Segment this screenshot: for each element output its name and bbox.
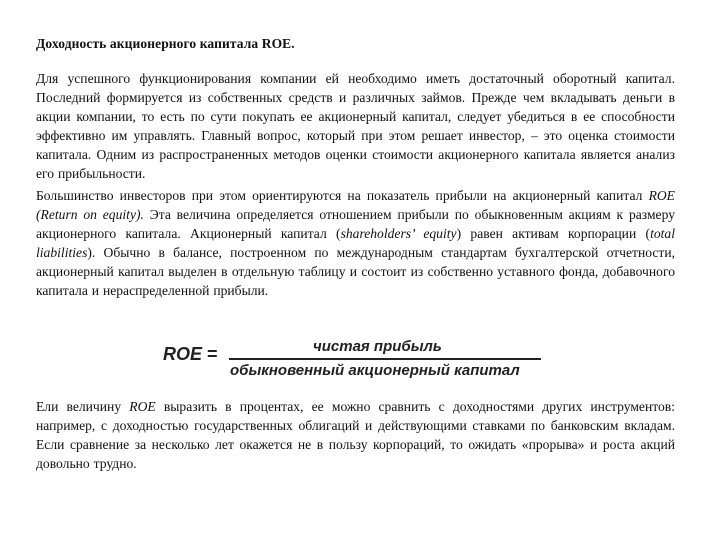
paragraph-intro: Для успешного функционирования компании ей необходимо иметь достаточный оборотный капитал. Последний формируется из собственных средств и различных займов. Прежде чем вкладывать деньги в акции компании, то есть по сути покупать ее акционерный капитал, следует убедиться в ее способности эффективно им управлять. Главный вопрос, который при этом решает инвестор, – это оценка стоимости капитала. Одним из распространенных методов оценки стоимости акционерного капитала является анализ его прибыльности. [36,71,675,182]
text-segment: ) равен активам корпорации ( [456,226,651,242]
term-roe-return-on-equity: ROE (Return on equity). [36,188,675,223]
term-total-liabilities: total liabilities [36,226,675,261]
paragraph-roe-definition [36,186,675,301]
text-segment: Большинство инвесторов при этом ориентируются на показатель прибыли на акционерный капитал [36,188,649,203]
fraction-bar [229,358,541,360]
formula-denominator: обыкновенный акционерный капитал [230,362,520,379]
roe-formula [163,338,543,382]
term-shareholders-equity: shareholders’ equity [340,226,457,242]
document-title: Доходность акционерного капитала ROE. [36,36,295,51]
text-segment: выразить в процентах, ее можно сравнить с доходностями других инструментов: например, с доходностью государственных облигаций и действующими ставками по банковским вкладам. Если сравнение за несколько лет окажется не в пользу корпораций, то ожидать «прорыва» и роста акций довольно трудно. [36,399,675,472]
text-segment: Ели величину [36,399,130,414]
formula-lhs: ROE [163,344,203,364]
text-segment: Эта величина определяется отношением прибыли по обыкновенным акциям к размеру акционерного капитала. Акционерный капитал ( [36,207,676,242]
text-segment: ). Обычно в балансе, построенном по международным стандартам бухгалтерской отчетности, акционерный капитал выделен в отдельную таблицу и состоит из собственно уставного фонда, добавочного капитала и нераспределенной прибыли. [36,245,675,299]
formula-equals: = [207,344,218,364]
paragraph-comparison [36,397,675,473]
term-roe: ROE [129,399,156,414]
formula-numerator: чистая прибыль [313,338,442,355]
